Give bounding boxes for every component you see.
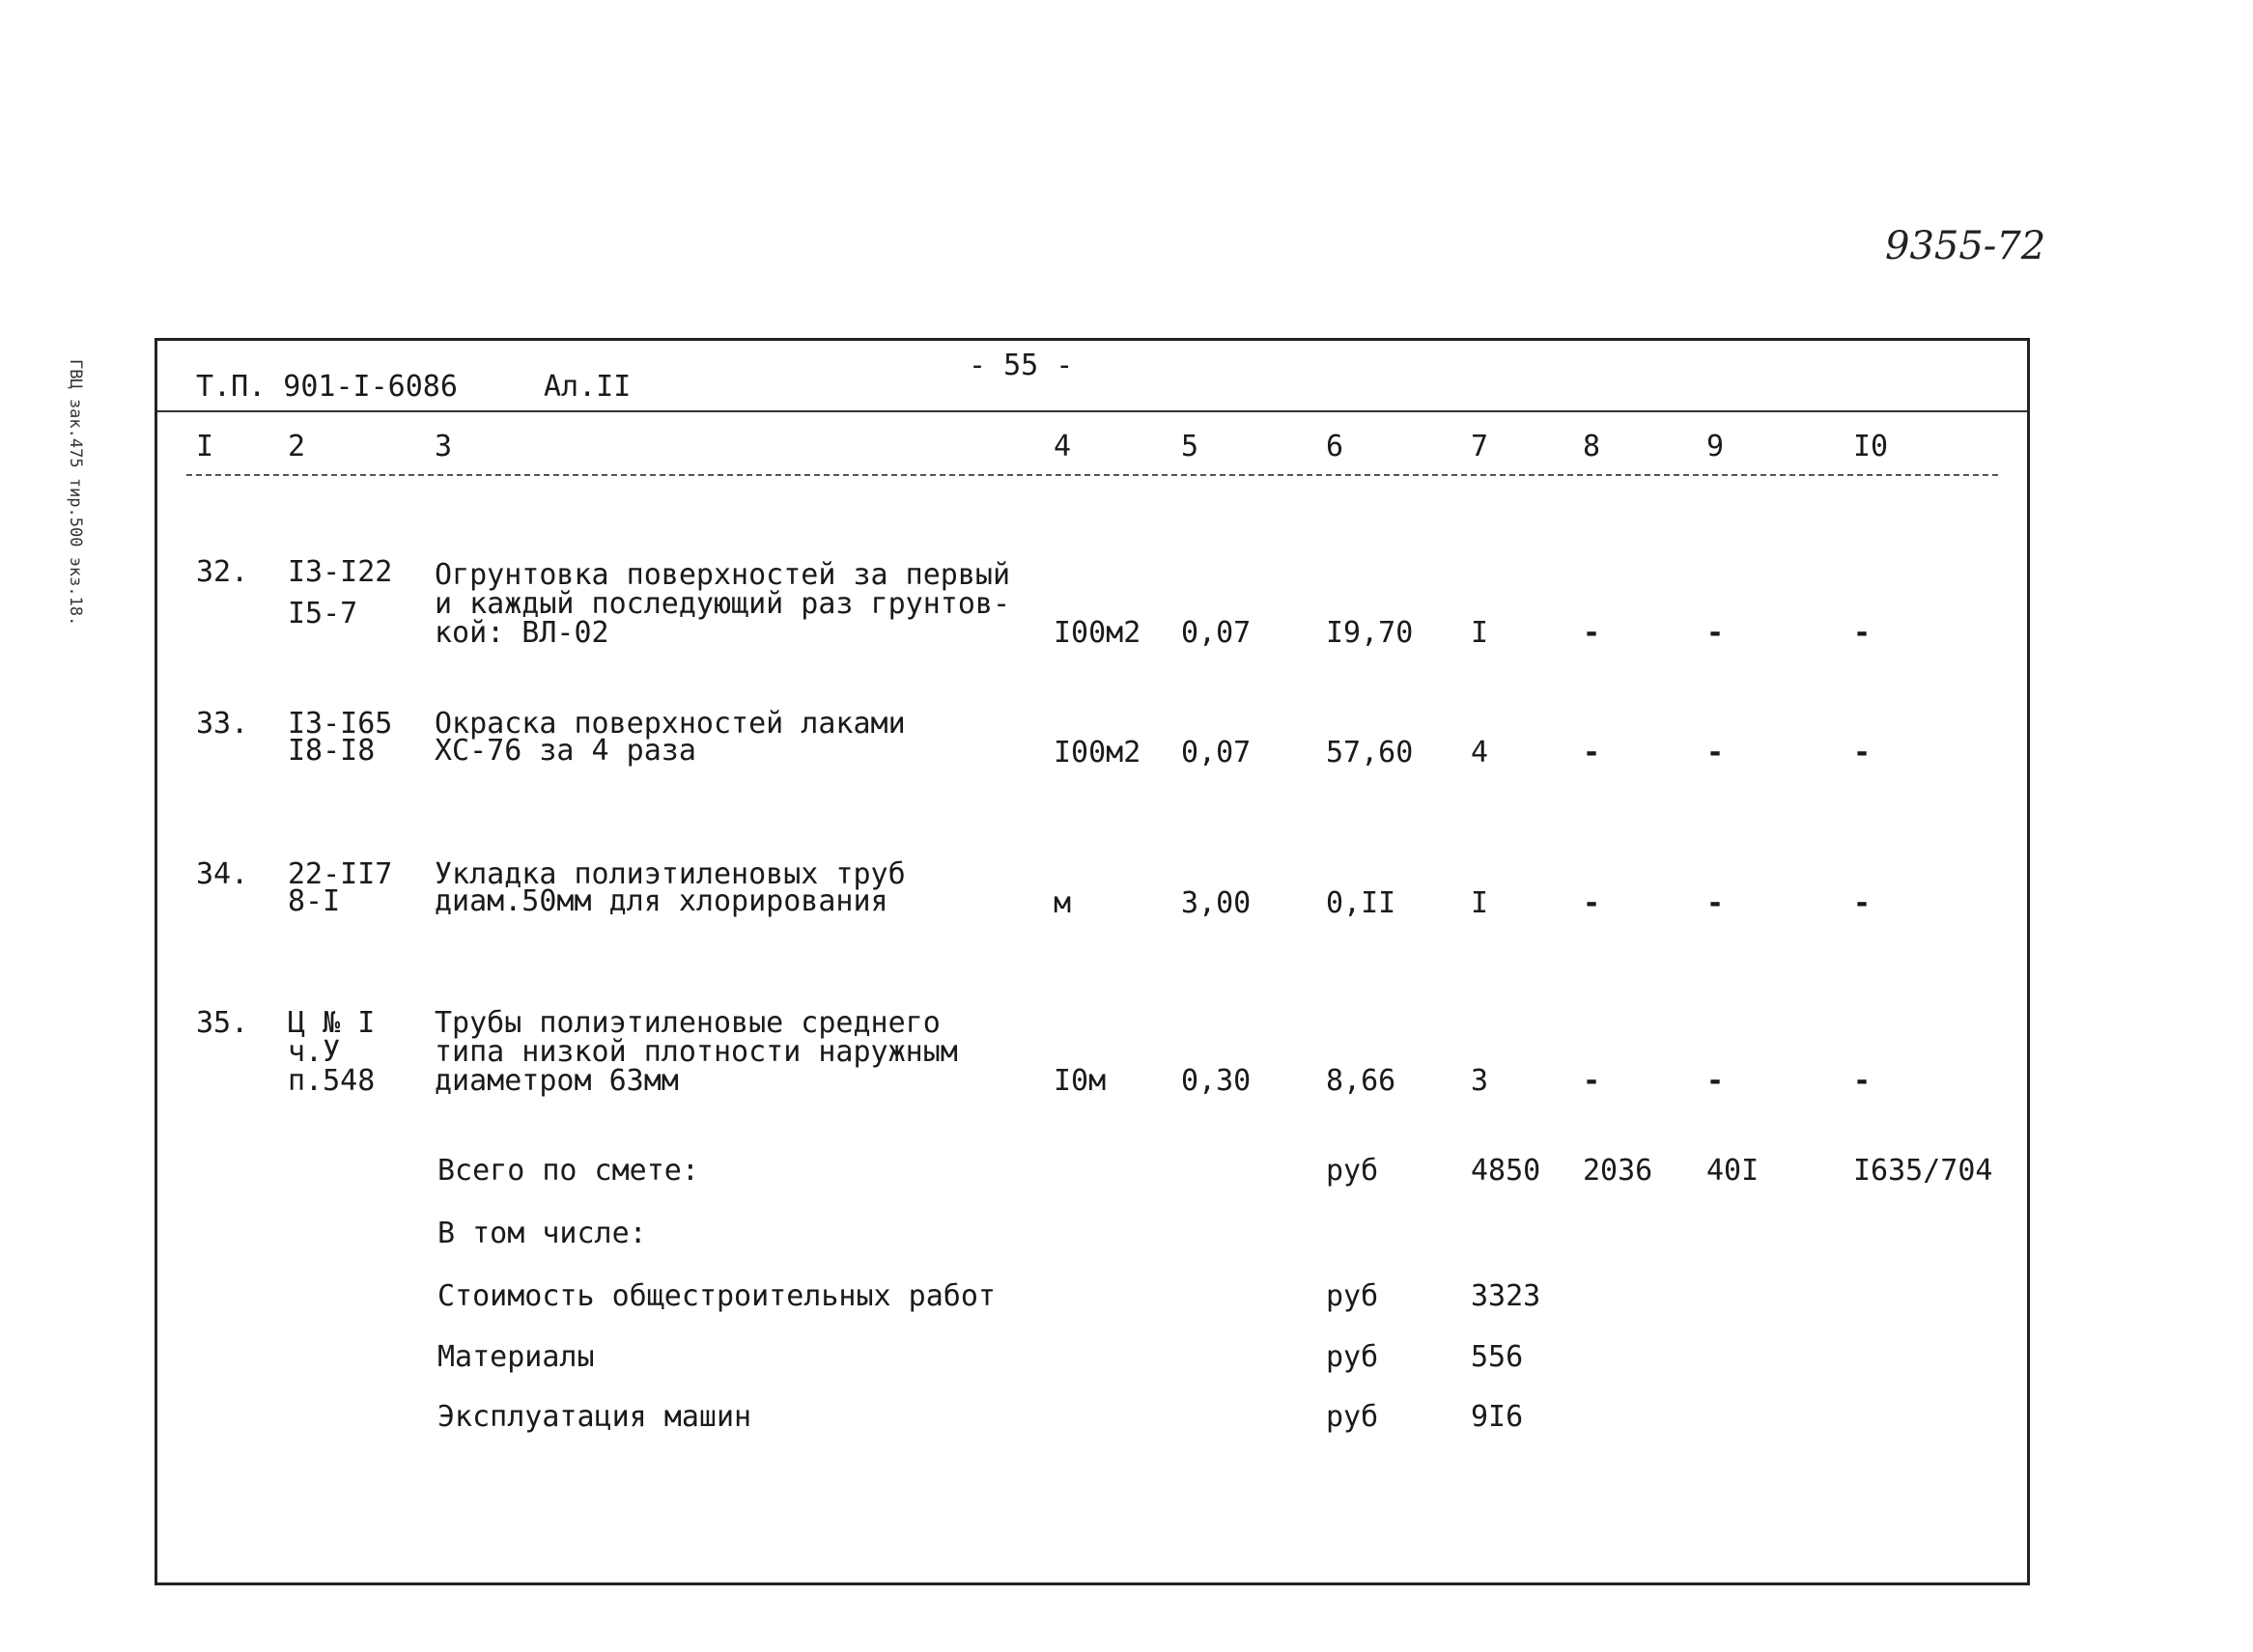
- work-description: и каждый последующий раз грунтов-: [435, 587, 1011, 621]
- cell-value: -: [1853, 1064, 1872, 1098]
- work-description: Огрунтовка поверхностей за первый: [435, 558, 1011, 592]
- total-cost: I: [1471, 616, 1489, 650]
- quantity: 0,07: [1181, 736, 1252, 770]
- row-number: 35.: [196, 1006, 249, 1040]
- page-reference-number: 9355-72: [1885, 224, 2046, 268]
- work-description: диаметром 63мм: [435, 1064, 679, 1098]
- cell-value: -: [1583, 886, 1601, 920]
- column-header-rule: [186, 474, 1998, 476]
- unit-price: 57,60: [1326, 736, 1414, 770]
- row-number: 32.: [196, 555, 249, 589]
- cell-value: -: [1706, 1064, 1725, 1098]
- rate-code: 22-II7: [288, 857, 393, 891]
- total-value: 2036: [1583, 1154, 1653, 1188]
- summary-item-value: 556: [1471, 1340, 1524, 1374]
- total-cost: 3: [1471, 1064, 1489, 1098]
- rate-code: ч.У: [288, 1035, 341, 1069]
- cell-value: -: [1706, 736, 1725, 770]
- total-value: 4850: [1471, 1154, 1541, 1188]
- work-description: Трубы полиэтиленовые среднего: [435, 1006, 941, 1040]
- column-number: I0: [1853, 430, 1889, 463]
- rate-code: п.548: [288, 1064, 376, 1098]
- summary-item-label: Материалы: [437, 1340, 595, 1374]
- row-number: 34.: [196, 857, 249, 891]
- print-stamp: ГВЦ зак.475 тир.500 экз.18.: [66, 359, 85, 627]
- work-description: диам.50мм для хлорирования: [435, 884, 888, 918]
- unit-price: I9,70: [1326, 616, 1414, 650]
- summary-item-unit: руб: [1326, 1340, 1379, 1374]
- rate-code: Ц № I: [288, 1006, 376, 1040]
- unit: I00м2: [1054, 616, 1141, 650]
- cell-value: -: [1583, 616, 1601, 650]
- quantity: 0,30: [1181, 1064, 1252, 1098]
- total-label: Всего по смете:: [437, 1154, 699, 1188]
- unit: I0м: [1054, 1064, 1107, 1098]
- column-number: I: [196, 430, 214, 463]
- total-cost: 4: [1471, 736, 1489, 770]
- summary-item-unit: руб: [1326, 1400, 1379, 1434]
- cell-value: -: [1853, 736, 1872, 770]
- cell-value: -: [1583, 1064, 1601, 1098]
- column-number: 9: [1706, 430, 1725, 463]
- column-number: 2: [288, 430, 306, 463]
- column-number: 4: [1054, 430, 1072, 463]
- column-number: 5: [1181, 430, 1199, 463]
- summary-item-value: 3323: [1471, 1279, 1541, 1313]
- column-number: 8: [1583, 430, 1601, 463]
- rate-code: I5-7: [288, 597, 358, 630]
- work-description: ХС-76 за 4 раза: [435, 734, 696, 768]
- summary-item-value: 9I6: [1471, 1400, 1524, 1434]
- album-number: Ал.II: [544, 370, 632, 404]
- cell-value: -: [1853, 886, 1872, 920]
- total-cost: I: [1471, 886, 1489, 920]
- summary-item-label: Стоимость общестроительных работ: [437, 1279, 996, 1313]
- cell-value: -: [1706, 616, 1725, 650]
- total-value: 40I: [1706, 1154, 1760, 1188]
- work-description: типа низкой плотности наружным: [435, 1035, 958, 1069]
- rate-code: I3-I22: [288, 555, 393, 589]
- unit: I00м2: [1054, 736, 1141, 770]
- page-number: - 55 -: [969, 349, 1074, 382]
- cell-value: -: [1706, 886, 1725, 920]
- row-number: 33.: [196, 707, 249, 741]
- total-value: I635/704: [1853, 1154, 1993, 1188]
- cell-value: -: [1583, 736, 1601, 770]
- column-number: 7: [1471, 430, 1489, 463]
- column-number: 6: [1326, 430, 1344, 463]
- quantity: 3,00: [1181, 886, 1252, 920]
- quantity: 0,07: [1181, 616, 1252, 650]
- cell-value: -: [1853, 616, 1872, 650]
- document-frame: [155, 338, 2030, 1585]
- header-rule: [157, 410, 2027, 412]
- unit-price: 0,II: [1326, 886, 1396, 920]
- work-description: Укладка полиэтиленовых труб: [435, 857, 906, 891]
- summary-item-label: Эксплуатация машин: [437, 1400, 752, 1434]
- unit-price: 8,66: [1326, 1064, 1396, 1098]
- column-number: 3: [435, 430, 453, 463]
- summary-item-unit: руб: [1326, 1279, 1379, 1313]
- rate-code: I8-I8: [288, 734, 376, 768]
- work-description: Окраска поверхностей лаками: [435, 707, 906, 741]
- document-code: Т.П. 901-I-6086: [196, 370, 458, 404]
- total-unit: руб: [1326, 1154, 1379, 1188]
- unit: м: [1054, 886, 1072, 920]
- work-description: кой: ВЛ-02: [435, 616, 609, 650]
- rate-code: 8-I: [288, 884, 341, 918]
- rate-code: I3-I65: [288, 707, 393, 741]
- including-label: В том числе:: [437, 1217, 647, 1250]
